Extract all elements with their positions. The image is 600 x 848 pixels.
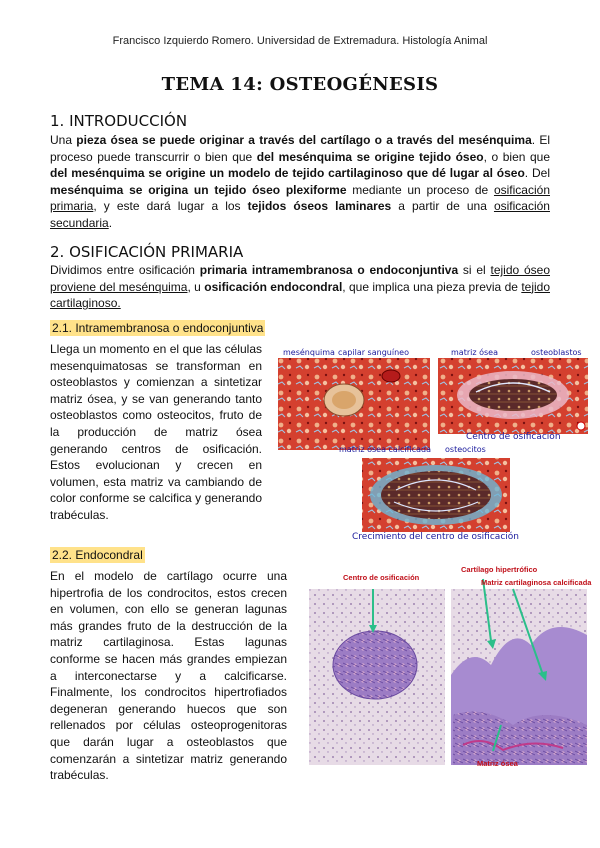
page-title: TEMA 14: OSTEOGÉNESIS	[161, 74, 439, 95]
endocondral-paragraph: En el modelo de cartílago ocurre una hipertrofia de los condrocitos, estos crecen en volumen, con ello se generan lagunas más grandes fruto de la destrucción de la matriz cartilaginosa. Estas lagunas conforme se hacen más grandes empiezan a interconectarse y a calcificarse. Finalmente, los condrocitos hipertrofiados degeneran generando huecos que son rellenados por células osteoprogenitoras que darán lugar a osteoblastos que comenzarán a sintetizar matriz generando trabéculas.	[50, 569, 287, 783]
label-matriz-cartilaginosa: Matriz cartilaginosa calcificada	[481, 578, 592, 587]
label-cartilago-hipertrofico: Cartílago hipertrófico	[461, 565, 538, 574]
label-matriz-calcificada: matriz ósea calcificada	[339, 445, 431, 454]
subsection-heading-intramembranosa: 2.1. Intramembranosa o endoconjuntiva	[52, 321, 264, 335]
label-mesenquima: mesénquima	[283, 348, 335, 357]
label-matriz-osea-histo: Matriz ósea	[477, 759, 518, 768]
page-header: Francisco Izquierdo Romero. Universidad de Extremadura. Histología Animal	[112, 35, 488, 47]
label-osteoblastos: osteoblastos	[531, 348, 582, 357]
intramembranous-figure	[276, 340, 592, 545]
subsection-heading-endocondral: 2.2. Endocondral	[52, 548, 143, 562]
osificacion-primaria-paragraph: Dividimos entre osificación primaria intramembranosa o endoconjuntiva si el tejido óseo proviene del mesénquima, u osificación endocondral, que implica una pieza previa de tejido cartilaginoso.	[50, 263, 550, 311]
label-osteocitos: osteocitos	[445, 445, 486, 454]
intro-paragraph: Una pieza ósea se puede originar a través del cartílago o a través del mesénquima. El proceso puede transcurrir o bien que del mesénquima se origine tejido óseo, o bien que del mesénquima se origine un modelo de tejido cartilaginoso que dé lugar al óseo. Del mesénquima se origina un tejido óseo plexiforme mediante un proceso de osificación primaria, y este dará lugar a los tejidos óseos laminares a partir de una osificación secundaria.	[50, 133, 551, 230]
section-heading-osificacion-primaria: 2. OSIFICACIÓN PRIMARIA	[50, 243, 244, 261]
label-matriz-osea: matriz ósea	[451, 348, 498, 357]
label-centro-osificacion: Centro de osificación	[466, 432, 561, 442]
section-heading-introduccion: 1. INTRODUCCIÓN	[50, 112, 188, 130]
intramembranosa-paragraph: Llega un momento en el que las células mesenquimatosas se transforman en osteoblastos y comienzan a sintetizar matriz ósea, y se van generando tanto osteoblastos como osteocitos, fruto de la producción de matriz ósea generando centros de osificación. Estos evolucionan y crecen en volumen, esta matriz va cambiando de color conforme se calcifica y generando trabéculas.	[50, 342, 262, 522]
label-crecimiento: Crecimiento del centro de osificación	[352, 532, 519, 542]
label-centro-osificacion-histo: Centro de osificación	[343, 573, 420, 582]
endochondral-figure	[303, 565, 593, 770]
label-capilar: capilar sanguíneo	[338, 348, 409, 357]
